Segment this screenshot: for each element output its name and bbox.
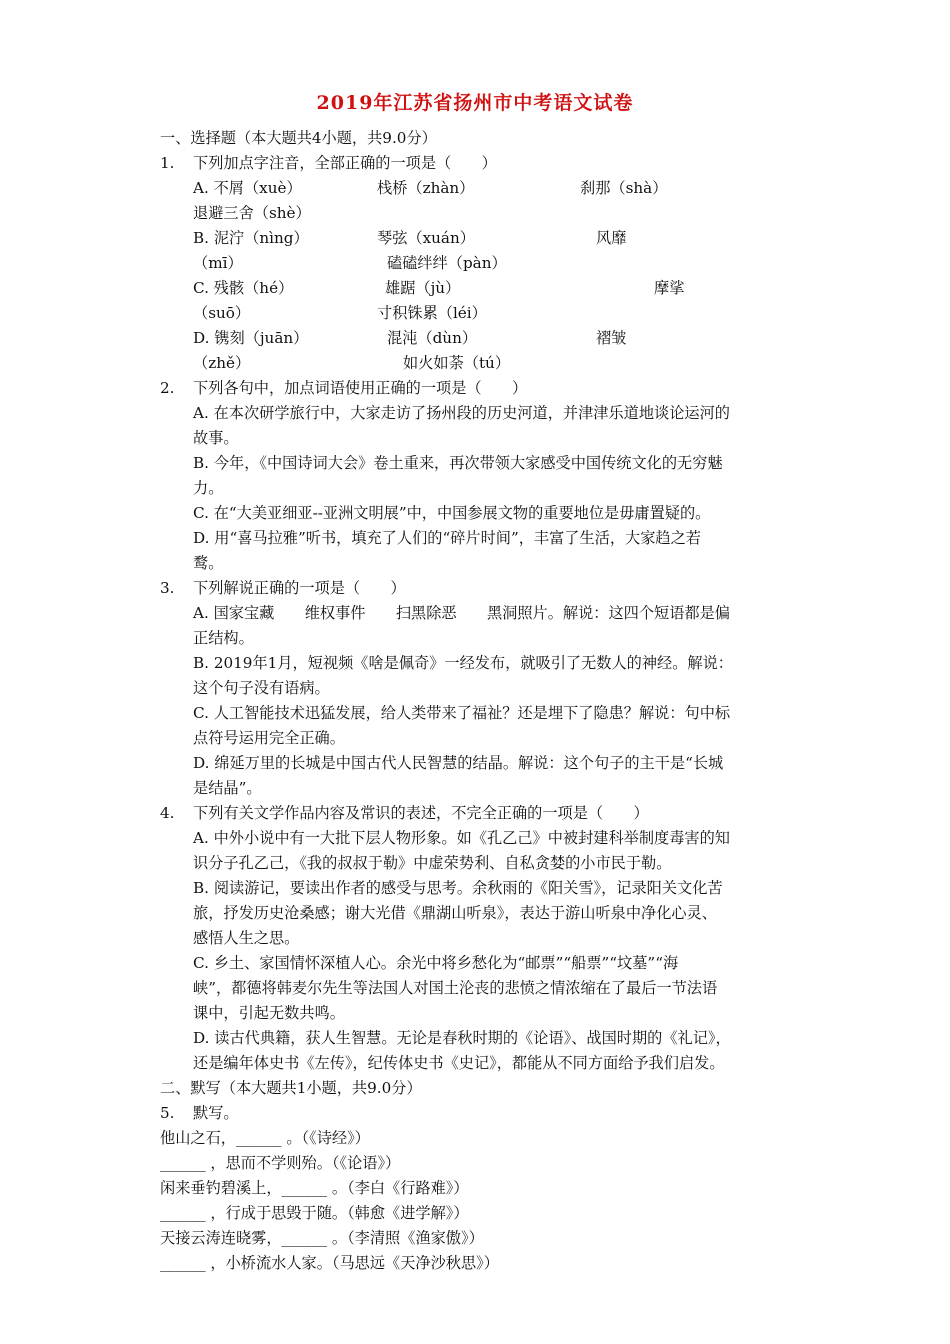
dictation-line-5: 天接云涛连晓雾，______ 。（李清照《渔家傲》） [160, 1229, 484, 1247]
q4-option-c-line-3: 课中，引起无数共鸣。 [193, 1004, 345, 1022]
q1-option-d-1: D. 镌刻（juān） [193, 329, 309, 347]
question-stem: 下列解说正确的一项是（ ） [193, 579, 406, 597]
question-number: 3. [160, 579, 175, 597]
q1-option-d-3: 褶皱 [596, 329, 627, 347]
q1-option-c-1: C. 残骸（hé） [193, 279, 294, 297]
q4-option-b-line-1: B. 阅读游记，要读出作者的感受与思考。余秋雨的《阳关雪》，记录阳关文化苦 [193, 879, 723, 897]
q4-option-d-line-2: 还是编年体史书《左传》，纪传体史书《史记》，都能从不同方面给予我们启发。 [193, 1054, 725, 1072]
q2-option-a-line-1: A. 在本次研学旅行中，大家走访了扬州段的历史河道，并津津乐道地谈论运河的 [193, 404, 730, 422]
q1-option-d-5: 如火如荼（tú） [403, 354, 511, 372]
q1-option-d-2: 混沌（dùn） [387, 329, 478, 347]
q1-option-a-3: 刹那（shà） [580, 179, 668, 197]
q1-option-d-4: （zhě） [193, 354, 251, 372]
question-number: 1. [160, 154, 175, 172]
q3-option-b-line-1: B. 2019年1月，短视频《啥是佩奇》一经发布，就吸引了无数人的神经。解说： [193, 654, 733, 672]
section-1-heading: 一、选择题（本大题共4小题，共9.0分） [160, 129, 437, 147]
question-stem: 下列有关文学作品内容及常识的表述，不完全正确的一项是（ ） [193, 804, 649, 822]
q4-option-a-line-2: 识分子孔乙己，《我的叔叔于勒》中虚荣势利、自私贪婪的小市民于勒。 [193, 854, 672, 872]
q1-option-b-5: 磕磕绊绊（pàn） [387, 254, 507, 272]
question-2 [160, 378, 527, 398]
q2-option-c-line-1: C. 在“大美亚细亚--亚洲文明展”中，中国参展文物的重要地位是毋庸置疑的。 [193, 504, 711, 522]
q4-option-b-line-2: 旅，抒发历史沧桑感；谢大光借《鼎湖山听泉》，表达于游山听泉中净化心灵、 [193, 904, 717, 922]
question-number: 2. [160, 379, 175, 397]
q4-option-c-line-2: 峡”，都德将韩麦尔先生等法国人对国土沦丧的悲愤之情浓缩在了最后一节法语 [193, 979, 718, 997]
q1-option-b-4: （mī） [193, 254, 243, 272]
q1-option-b-1: B. 泥泞（nìng） [193, 229, 309, 247]
q3-option-c-line-1: C. 人工智能技术迅猛发展，给人类带来了福祉？还是埋下了隐患？解说：句中标 [193, 704, 731, 722]
dictation-line-4: ______ ，行成于思毁于随。（韩愈《进学解》） [160, 1204, 469, 1222]
question-stem: 下列加点字注音，全部正确的一项是（ ） [193, 154, 497, 172]
question-3 [160, 578, 406, 598]
dictation-line-2: ______ ，思而不学则殆。（《论语》） [160, 1154, 401, 1172]
dictation-line-1: 他山之石，______ 。（《诗经》） [160, 1129, 370, 1147]
q4-option-a-line-1: A. 中外小说中有一大批下层人物形象。如《孔乙己》中被封建科举制度毒害的知 [193, 829, 730, 847]
q2-option-b-line-1: B. 今年，《中国诗词大会》卷土重来，再次带领大家感受中国传统文化的无穷魅 [193, 454, 723, 472]
question-number: 5. [160, 1104, 175, 1122]
q3-option-d-line-2: 是结晶”。 [193, 779, 262, 797]
q4-option-b-line-3: 感悟人生之思。 [193, 929, 300, 947]
question-1 [160, 153, 497, 173]
exam-title: 2019年江苏省扬州市中考语文试卷 [316, 92, 634, 114]
q2-option-d-line-1: D. 用“喜马拉雅”听书，填充了人们的“碎片时间”，丰富了生活，大家趋之若 [193, 529, 701, 547]
q1-option-c-4: （suō） [193, 304, 251, 322]
q4-option-c-line-1: C. 乡土、家国情怀深植人心。余光中将乡愁化为“邮票”“船票”“坟墓”“海 [193, 954, 679, 972]
dictation-line-3: 闲来垂钓碧溪上，______ 。（李白《行路难》） [160, 1179, 469, 1197]
q1-option-b-2: 琴弦（xuán） [377, 229, 475, 247]
question-5 [160, 1103, 239, 1123]
q1-option-a-1: A. 不屑（xuè） [193, 179, 302, 197]
q1-option-a-4: 退避三舍（shè） [193, 204, 311, 222]
question-4 [160, 803, 649, 823]
q3-option-d-line-1: D. 绵延万里的长城是中国古代人民智慧的结晶。解说：这个句子的主干是“长城 [193, 754, 724, 772]
q3-option-c-line-2: 点符号运用完全正确。 [193, 729, 345, 747]
q1-option-a-2: 栈桥（zhàn） [377, 179, 475, 197]
q2-option-b-line-2: 力。 [193, 479, 224, 497]
q1-option-c-3: 摩挲 [654, 279, 685, 297]
question-stem: 下列各句中，加点词语使用正确的一项是（ ） [193, 379, 528, 397]
q1-option-b-3: 风靡 [596, 229, 627, 247]
question-stem: 默写。 [193, 1104, 239, 1122]
q1-option-c-2: 雄踞（jù） [385, 279, 461, 297]
q1-option-c-5: 寸积铢累（léi） [377, 304, 487, 322]
q3-option-a-line-2: 正结构。 [193, 629, 254, 647]
dictation-line-6: ______ ，小桥流水人家。（马思远《天净沙秋思》） [160, 1254, 499, 1272]
q4-option-d-line-1: D. 读古代典籍，获人生智慧。无论是春秋时期的《论语》、战国时期的《礼记》， [193, 1029, 731, 1047]
section-2-heading: 二、默写（本大题共1小题，共9.0分） [160, 1079, 422, 1097]
q2-option-a-line-2: 故事。 [193, 429, 239, 447]
q3-option-b-line-2: 这个句子没有语病。 [193, 679, 330, 697]
q3-option-a-line-1: A. 国家宝藏 维权事件 扫黑除恶 黑洞照片。解说：这四个短语都是偏 [193, 604, 730, 622]
q2-option-d-line-2: 鹜。 [193, 554, 224, 572]
question-number: 4. [160, 804, 175, 822]
